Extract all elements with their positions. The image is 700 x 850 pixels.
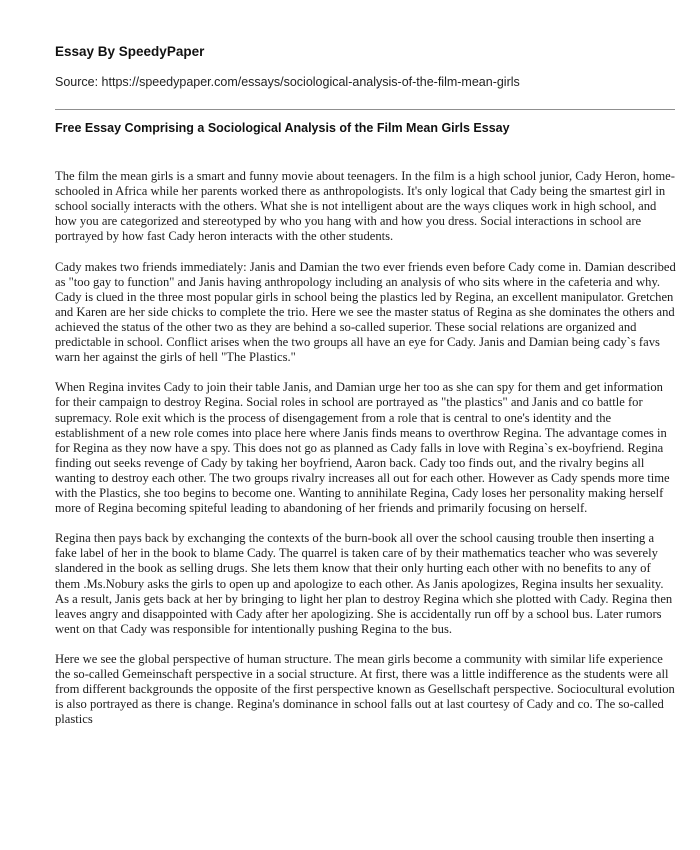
source-line: Source: https://speedypaper.com/essays/sociological-analysis-of-the-film-mean-girls xyxy=(55,75,520,89)
essay-paragraph-2: Cady makes two friends immediately: Janis and Damian the two ever friends even before Cady come in. Damian described as "too gay to function" and Janis having anthropology including an analysis of who sits where in the cafeteria and why. Cady is clued in the three most popular girls in school being the plastics led by Regina, an excellent manipulator. Gretchen and Karen are her side chicks to complete the trio. Here we see the master status of Regina as she dominates the others and achieved the status of the other two as they are behind a so-called superior. These social relations are organized and predictable in school. Conflict arises when the two groups all have an eye for Cady. Janis and Damian being cady`s favs warn her against the girls of hell "The Plastics." xyxy=(55,259,676,365)
essay-body xyxy=(55,169,677,743)
essay-paragraph-5: Here we see the global perspective of human structure. The mean girls become a community with similar life experience the so-called Gemeinschaft perspective in a social structure. At first, there was a little indifference as the students were all from different backgrounds the opposite of the first perspective known as Gesellschaft perspective. Sociocultural evolution is also portrayed as there is change. Regina's dominance in school falls out at last courtesy of Cady and co. The so-called plastics xyxy=(55,652,675,727)
header-divider xyxy=(55,109,675,110)
essay-paragraph-4: Regina then pays back by exchanging the contexts of the burn-book all over the school causing trouble then inserting a fake label of her in the book to blame Cady. The quarrel is taken care of by their mathematics teacher who was severely slandered in the book as selling drugs. She lets them know that their only hurting each other with no benefits to any of them .Ms.Nobury asks the girls to open up and apologize to each other. As Janis apologizes, Regina insults her sexuality. As a result, Janis gets back at her by bringing to light her plan to destroy Regina which she plotted with Cady. Regina then leaves angry and disappointed with Cady after her apologizing. She is accidentally run off by a school bus. Later rumors went on that Cady was responsible for intentionally pushing Regina to the bus. xyxy=(55,531,673,636)
essay-title: Free Essay Comprising a Sociological Analysis of the Film Mean Girls Essay xyxy=(55,121,510,135)
publisher-heading: Essay By SpeedyPaper xyxy=(55,44,205,59)
essay-paragraph-3: When Regina invites Cady to join their table Janis, and Damian urge her too as she can spy for them and get information for their campaign to destroy Regina. Social roles in school are portrayed as "the plastics" and Janis and co battle for supremacy. Role exit which is the process of disengagement from a role that is central to one's identity and the establishment of a new role comes into place here where Janis finds means to overthrow Regina. The advantage comes in for Regina as they now have a spy. This does not go as planned as Cady falls in love with Regina`s ex-boyfriend. Regina finding out seeks revenge of Cady by taking her boyfriend, Aaron back. Cady too finds out, and the rivalry begins all wanting to destroy each other. The two groups rivalry increases all out for each other. However as Cady spends more time with the Plastics, she too begins to become one. Wanting to annihilate Regina, Cady loses her personality making herself more of Regina becoming spiteful leading to abandoning of her friends and primarily focusing on herself. xyxy=(55,380,670,516)
essay-paragraph-1: The film the mean girls is a smart and funny movie about teenagers. In the film is a high school junior, Cady Heron, home-schooled in Africa while her parents worked there as anthropologists. It's only logical that Cady being the smartest girl in school socially interacts with the others. What she is not intelligent about are the ways cliques work in high school, and how you are categorized and stereotyped by who you hang with and how you dress. Social interactions in school are portrayed by how fast Cady heron interacts with the other students. xyxy=(55,169,675,244)
